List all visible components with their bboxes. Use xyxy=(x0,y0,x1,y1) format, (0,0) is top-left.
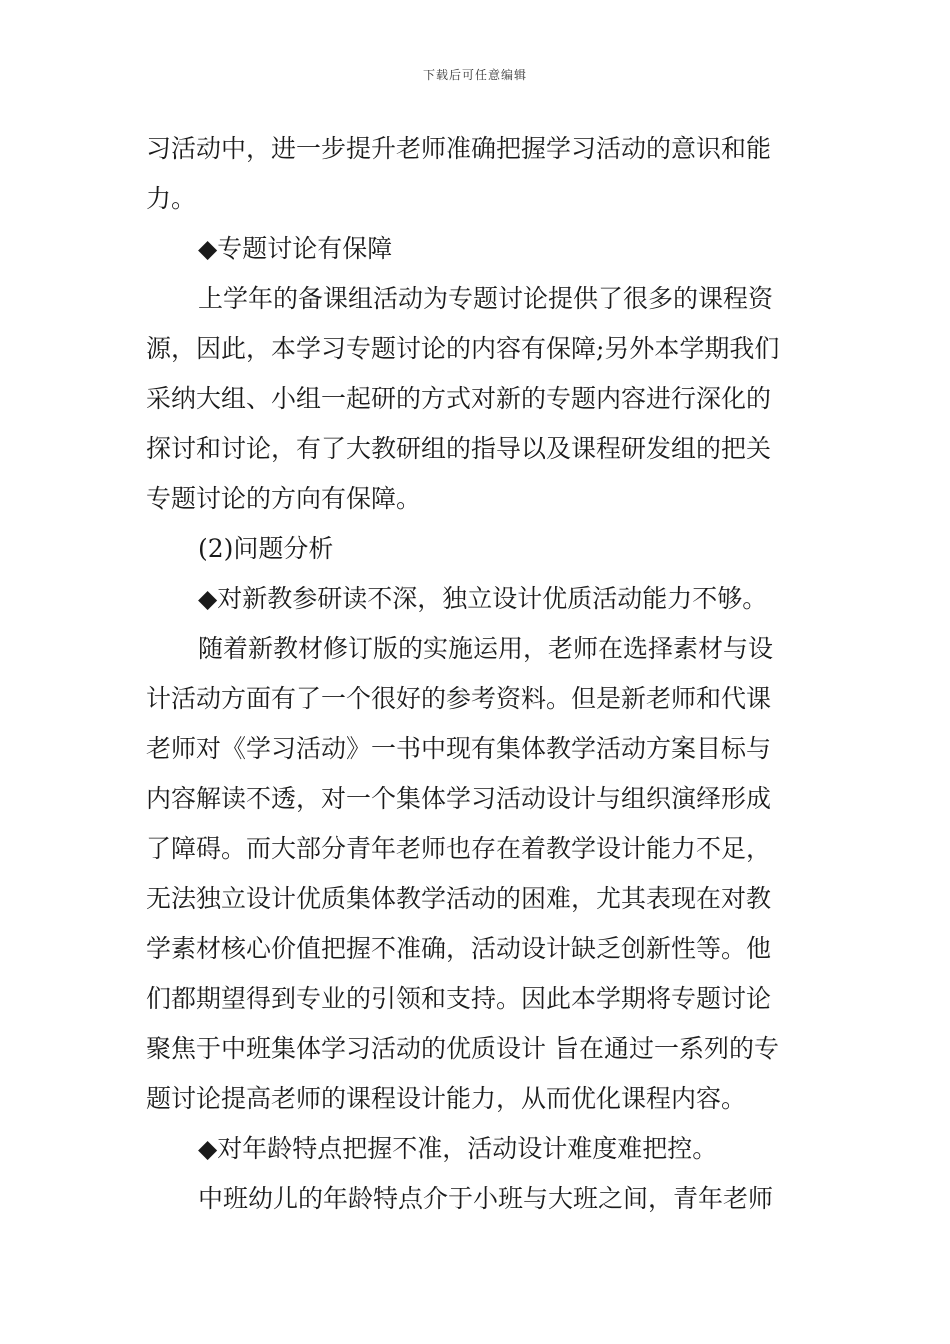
text-line: 学素材核心价值把握不准确，活动设计缺乏创新性等。他 xyxy=(146,934,772,963)
text-line: 计活动方面有了一个很好的参考资料。但是新老师和代课 xyxy=(146,684,772,713)
text-line: 们都期望得到专业的引领和支持。因此本学期将专题讨论 xyxy=(146,984,772,1013)
section-heading-study-depth: ◆对新教参研读不深，独立设计优质活动能力不够。 xyxy=(198,584,768,613)
text-line: 聚焦于中班集体学习活动的优质设计 旨在通过一系列的专 xyxy=(146,1034,779,1063)
text-line: 无法独立设计优质集体教学活动的困难，尤其表现在对教 xyxy=(146,884,772,913)
text-line: 老师对《学习活动》一书中现有集体教学活动方案目标与 xyxy=(146,734,772,763)
section-heading-topic-guarantee: ◆专题讨论有保障 xyxy=(198,234,393,263)
text-line: 内容解读不透，对一个集体学习活动设计与组织演绎形成 xyxy=(146,784,772,813)
paragraph-start: 中班幼儿的年龄特点介于小班与大班之间，青年老师 xyxy=(198,1184,774,1213)
page-header: 下载后可任意编辑 xyxy=(422,68,527,82)
text-line: 习活动中，进一步提升老师准确把握学习活动的意识和能 xyxy=(146,134,772,163)
text-line: 探讨和讨论，有了大教研组的指导以及课程研发组的把关 xyxy=(146,434,772,463)
section-heading-problem-analysis: (2)问题分析 xyxy=(198,534,334,563)
text-line: 力。 xyxy=(146,184,197,213)
paragraph-start: 随着新教材修订版的实施运用，老师在选择素材与设 xyxy=(198,634,774,663)
document-body xyxy=(146,124,810,1224)
paragraph-start: 上学年的备课组活动为专题讨论提供了很多的课程资 xyxy=(198,284,774,313)
text-line: 了障碍。而大部分青年老师也存在着教学设计能力不足， xyxy=(146,834,772,863)
text-line: 源，因此，本学习专题讨论的内容有保障;另外本学期我们 xyxy=(146,334,780,363)
text-line: 题讨论提高老师的课程设计能力，从而优化课程内容。 xyxy=(146,1084,747,1113)
section-heading-age-traits: ◆对年龄特点把握不准，活动设计难度难把控。 xyxy=(198,1134,718,1163)
text-line: 采纳大组、小组一起研的方式对新的专题内容进行深化的 xyxy=(146,384,772,413)
text-line: 专题讨论的方向有保障。 xyxy=(146,484,422,513)
